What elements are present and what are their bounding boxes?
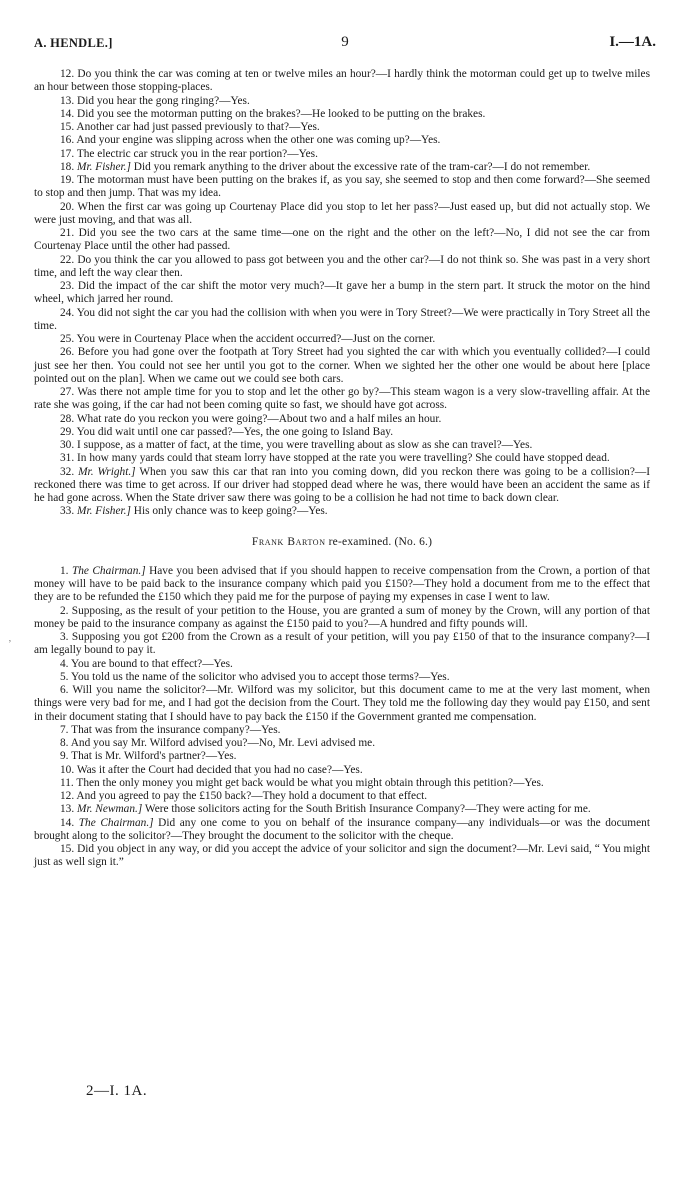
question-number: 32. — [60, 465, 75, 478]
question-text: Another car had just passed previously to that?—Yes. — [76, 121, 320, 133]
question-paragraph — [34, 684, 650, 724]
question-text: Did you see the two cars at the same time—one on the right and the other on the left?—No, I did not see the car from Courtenay Place until the other had passed. — [34, 227, 650, 253]
question-number: 21. — [60, 227, 75, 239]
question-text: What rate do you reckon you were going?—About two and a half miles an hour. — [76, 412, 442, 425]
question-text: Did you remark anything to the driver about the excessive rate of the tram-car?—I do not remember. — [133, 160, 591, 173]
running-header — [34, 34, 656, 52]
question-number: 5. — [60, 670, 69, 683]
question-number: 33. — [60, 505, 75, 518]
question-paragraph — [34, 201, 650, 228]
question-number: 3. — [60, 631, 69, 643]
question-paragraph — [34, 817, 650, 844]
question-number: 7. — [60, 723, 69, 736]
question-text: Was there not ample time for you to stop and let the other go by?—This steam wagon is a very slow-travelling affair. At the rate she was going, if the car had not been coming quite so fast, we should have got across. — [34, 386, 650, 412]
page-number: 9 — [341, 34, 349, 50]
speaker-name: Mr. Newman.] — [77, 803, 143, 816]
question-text: Supposing, as the result of your petition to the House, you are granted a sum of money by the Crown, will any portion of that money be paid to the insurance company as against the £150 paid to you?—A hundred and fifty pounds will. — [34, 604, 650, 630]
question-number: 23. — [60, 280, 75, 292]
question-paragraph — [34, 764, 650, 777]
question-number: 29. — [60, 425, 75, 438]
question-paragraph — [34, 161, 650, 174]
speaker-name: Mr. Wright.] — [78, 465, 136, 478]
question-paragraph — [34, 108, 650, 121]
question-text: You did wait until one car passed?—Yes, the one going to Island Bay. — [76, 425, 394, 438]
question-text: Did you object in any way, or did you accept the advice of your solicitor and sign the document?—Mr. Levi said, “ You might just as well sign it.” — [34, 843, 650, 869]
examination-section-2 — [34, 565, 650, 870]
question-paragraph — [34, 750, 650, 763]
question-number: 24. — [60, 306, 75, 319]
question-number: 31. — [60, 452, 75, 465]
question-text: Did the impact of the car shift the motor very much?—It gave her a bump in the stern part. It struck the motor on the hind wheel, which jarred her round. — [34, 280, 650, 306]
question-paragraph — [34, 426, 650, 439]
question-paragraph — [34, 148, 650, 161]
question-paragraph — [34, 307, 650, 334]
speaker-name: Mr. Fisher.] — [77, 505, 131, 518]
document-body — [34, 68, 650, 870]
question-number: 10. — [60, 763, 75, 776]
question-paragraph — [34, 68, 650, 95]
question-text: Did you hear the gong ringing?—Yes. — [77, 94, 250, 107]
question-number: 12. — [60, 790, 75, 802]
question-number: 12. — [60, 68, 75, 80]
question-paragraph — [34, 803, 650, 816]
question-number: 20. — [60, 200, 75, 213]
question-text: Have you been advised that if you should happen to receive compensation from the Crown, a portion of that money will have to be paid back to the insurance company which paid you £150?—They hold a document from me to the effect that they are to be refunded the £150 which they paid me for the purpose of paying my expenses in case I went to law. — [34, 564, 650, 604]
question-paragraph — [34, 605, 650, 632]
question-paragraph — [34, 227, 650, 254]
question-number: 8. — [60, 737, 69, 749]
question-paragraph — [34, 413, 650, 426]
question-number: 15. — [60, 121, 75, 133]
question-number: 27. — [60, 386, 75, 398]
question-paragraph — [34, 333, 650, 346]
question-text: Did any one come to you on behalf of the insurance company—any individuals—or was the document brought along to the solicitor?—They brought the document to the solicitor with the cheque. — [34, 816, 650, 842]
question-paragraph — [34, 174, 650, 201]
question-paragraph — [34, 505, 650, 518]
question-text: His only chance was to keep going?—Yes. — [133, 505, 328, 518]
speaker-name: The Chairman.] — [71, 564, 146, 577]
question-paragraph — [34, 386, 650, 413]
witness-name: Frank Barton — [251, 535, 326, 548]
question-number: 16. — [60, 134, 75, 147]
question-paragraph — [34, 671, 650, 684]
question-number: 17. — [60, 147, 75, 160]
question-text: I suppose, as a matter of fact, at the time, you were travelling about as slow as she can travel?—Yes. — [77, 439, 533, 451]
question-number: 30. — [60, 439, 75, 451]
question-paragraph — [34, 439, 650, 452]
question-paragraph — [34, 843, 650, 870]
question-number: 6. — [60, 684, 69, 696]
question-number: 13. — [60, 94, 75, 107]
question-text: You are bound to that effect?—Yes. — [70, 657, 233, 670]
question-text: You told us the name of the solicitor who advised you to accept those terms?—Yes. — [70, 670, 450, 683]
question-paragraph — [34, 565, 650, 605]
question-number: 26. — [60, 346, 75, 359]
question-paragraph — [34, 466, 650, 506]
signature-footer: 2—I. 1A. — [86, 1083, 148, 1099]
question-number: 19. — [60, 174, 75, 186]
question-text: Did you see the motorman putting on the brakes?—He looked to be putting on the brakes. — [77, 107, 486, 120]
margin-mark: ’ — [8, 638, 12, 650]
question-text: Will you name the solicitor?—Mr. Wilford was my solicitor, but this document came to me at the very last moment, when things were very bad for me, and I had got the decision from the Court. They told me the following day they would pay £150, and sent in their document stating that I should have to pay back the £150 if the Government granted me compensation. — [34, 684, 650, 723]
question-number: 14. — [60, 107, 75, 120]
question-paragraph — [34, 631, 650, 658]
speaker-name: The Chairman.] — [78, 816, 154, 829]
question-number: 28. — [60, 412, 75, 425]
heading-rest: re-examined. (No. 6.) — [325, 535, 433, 548]
header-witness: A. HENDLE.] — [34, 36, 113, 50]
question-text: When the first car was going up Courtenay Place did you stop to let her pass?—Just eased up, but did not actually stop. We were just moving, and that was all. — [34, 200, 650, 226]
question-number: 22. — [60, 253, 75, 266]
question-text: That is Mr. Wilford's partner?—Yes. — [71, 750, 237, 763]
question-text: Was it after the Court had decided that you had no case?—Yes. — [76, 763, 363, 776]
question-number: 13. — [60, 803, 75, 816]
question-text: Supposing you got £200 from the Crown as a result of your petition, will you pay £150 of that to the insurance company?—I am legally bound to pay it. — [34, 631, 650, 657]
question-text: You did not sight the car you had the collision with when you were in Tory Street?—We were practically in Tory Street all the time. — [34, 306, 650, 332]
question-text: And you say Mr. Wilford advised you?—No, Mr. Levi advised me. — [70, 737, 376, 749]
question-text: In how many yards could that steam lorry have stopped at the rate you were travelling? She could have stopped dead. — [77, 452, 610, 465]
question-paragraph — [34, 658, 650, 671]
question-paragraph — [34, 452, 650, 465]
examination-section-1 — [34, 68, 650, 519]
question-number: 4. — [60, 657, 69, 670]
question-number: 18. — [60, 160, 75, 173]
question-number: 25. — [60, 333, 75, 345]
question-text: The motorman must have been putting on the brakes if, as you say, she seemed to stop and then come forward?—She seemed to stop and then jump. That was my idea. — [34, 174, 650, 200]
question-number: 11. — [60, 776, 74, 789]
question-paragraph — [34, 346, 650, 386]
question-number: 15. — [60, 843, 75, 855]
question-text: Were those solicitors acting for the South British Insurance Company?—They were acting for me. — [144, 803, 591, 816]
question-text: The electric car struck you in the rear portion?—Yes. — [76, 147, 318, 160]
question-paragraph — [34, 777, 650, 790]
speaker-name: Mr. Fisher.] — [77, 160, 131, 173]
question-text: Do you think the car was coming at ten or twelve miles an hour?—I hardly think the motorman could get up to twelve miles an hour between those stopping-places. — [34, 68, 650, 94]
question-number: 14. — [60, 816, 75, 829]
question-text: Then the only money you might get back would be what you might obtain through this petition?—Yes. — [76, 776, 544, 789]
question-text: You were in Courtenay Place when the accident occurred?—Just on the corner. — [76, 333, 436, 345]
question-text: Before you had gone over the footpath at Tory Street had you sighted the car with which you eventually collided?—I could just see her then. You could not see her until you got to the corner. When we sighted her the other one would be about here [place pointed out on the plan]. When we came out we could see both cars. — [34, 346, 650, 385]
question-text: When you saw this car that ran into you coming down, did you reckon there was going to be a collision?—I reckoned there was time to get across. If our driver had stopped dead where he was, there would have been an accident the same as if he had gone across. When the State driver saw there was going to be a collision he had not time to back down clear. — [34, 465, 650, 504]
question-paragraph — [34, 95, 650, 108]
question-paragraph — [34, 121, 650, 134]
question-paragraph — [34, 724, 650, 737]
question-text: And your engine was slipping across when the other one was coming up?—Yes. — [76, 134, 441, 147]
question-text: That was from the insurance company?—Yes. — [71, 723, 281, 736]
question-paragraph — [34, 134, 650, 147]
question-paragraph — [34, 790, 650, 803]
question-number: 2. — [60, 604, 69, 617]
paper-reference: I.—1A. — [609, 34, 656, 50]
question-paragraph — [34, 254, 650, 281]
question-text: And you agreed to pay the £150 back?—They hold a document to that effect. — [76, 790, 428, 802]
question-number: 9. — [60, 750, 69, 763]
question-number: 1. — [60, 564, 69, 577]
question-paragraph — [34, 280, 650, 307]
question-text: Do you think the car you allowed to pass got between you and the other car?—I do not think so. She was past in a very short time, and left the way clear then. — [34, 253, 650, 279]
question-paragraph — [34, 737, 650, 750]
section-heading — [34, 536, 650, 549]
